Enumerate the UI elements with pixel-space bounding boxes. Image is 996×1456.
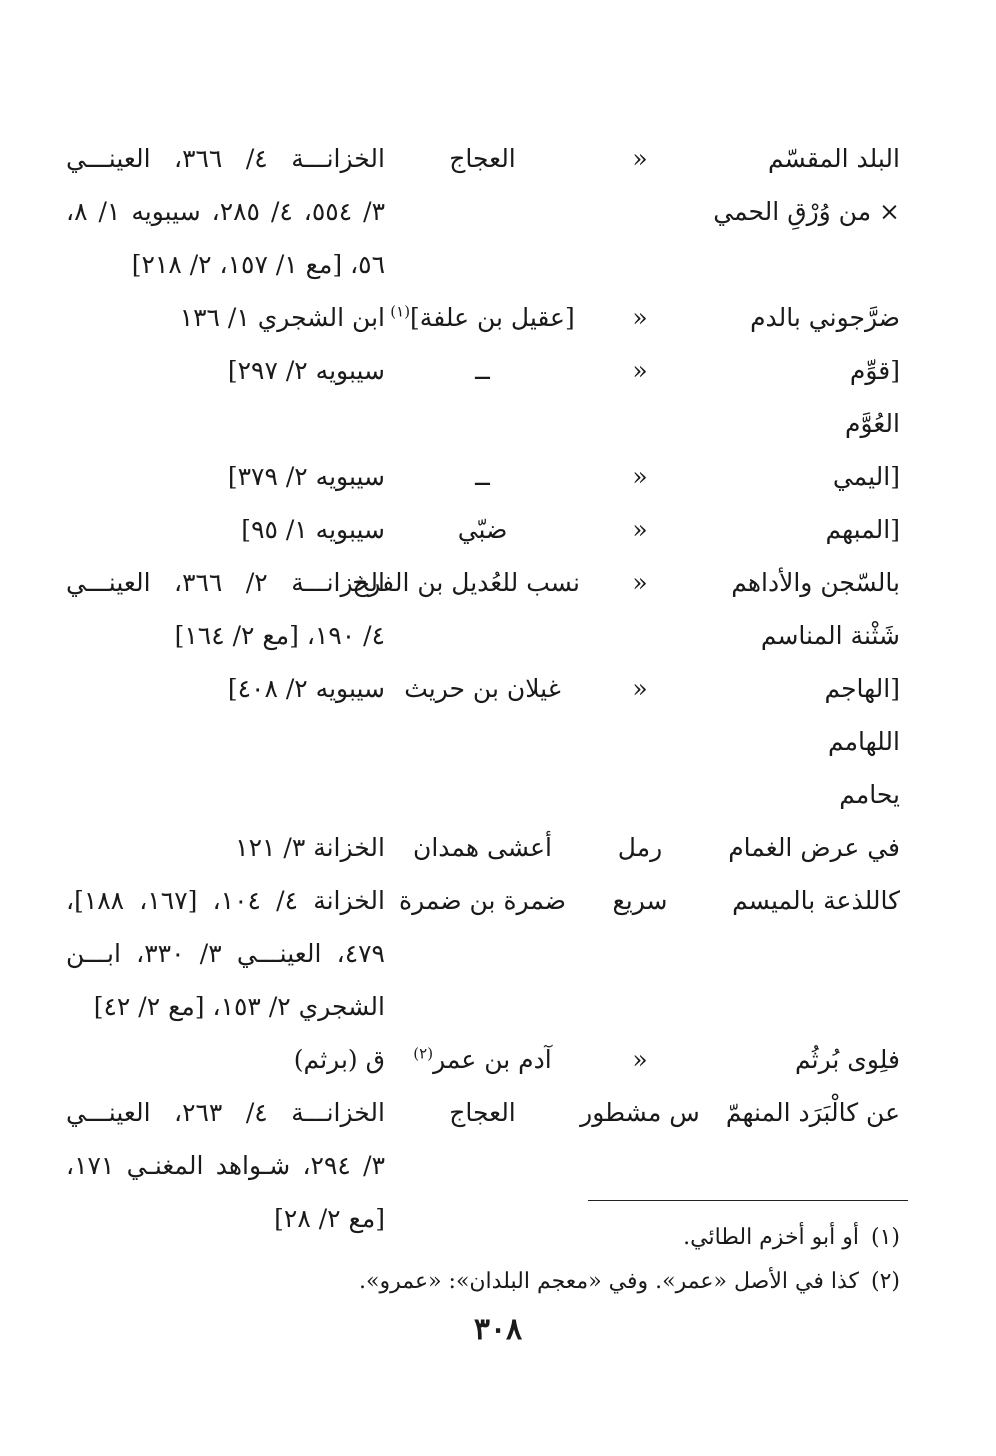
meter-cell: رمل — [617, 833, 663, 862]
verse-cell — [700, 450, 900, 503]
page-number: ٣٠٨ — [473, 1312, 523, 1347]
source-line: الخزانة ٣/ ١٢١ — [235, 833, 385, 862]
verse-cell — [700, 1086, 900, 1139]
source-line: سيبويه ٢/ ٢٩٧] — [227, 356, 385, 385]
source-cell — [66, 662, 385, 715]
footnote-2 — [80, 1260, 900, 1304]
footnotes — [80, 1216, 900, 1304]
footnote-mark: (٢) — [870, 1269, 900, 1294]
poet-name: العجاج — [449, 1098, 516, 1127]
source-cell — [66, 874, 385, 1033]
verse-line: يحامم — [839, 780, 900, 809]
source-line: ٣/ ٢٩٤، شـواهد المغنـي ١٧١، — [66, 1151, 385, 1180]
index-row — [66, 344, 900, 450]
footnote-reference: (٢) — [413, 1044, 434, 1063]
index-row — [66, 662, 900, 821]
meter-cell: « — [632, 515, 648, 544]
verse-cell — [700, 874, 900, 927]
verse-cell — [700, 821, 900, 874]
verse-cell — [700, 503, 900, 556]
poet-name: غيلان بن حريث — [404, 674, 561, 703]
poet-cell — [385, 821, 580, 874]
source-line: ابن الشجري ١/ ١٣٦ — [179, 303, 385, 332]
source-line: الخزانة ٤/ ١٠٤، [١٦٧، ١٨٨]، — [66, 886, 385, 915]
index-row — [66, 132, 900, 291]
poet-name: ضمرة بن ضمرة — [398, 886, 567, 915]
source-line: الشجري ٢/ ١٥٣، [مع ٢/ ٤٢] — [93, 992, 385, 1021]
poet-name: ــ — [475, 356, 490, 385]
source-line: الخزانـــة ٤/ ٣٦٦، العينـــي — [66, 144, 385, 173]
meter-cell: « — [632, 303, 648, 332]
verse-line: العُوَّم — [844, 409, 900, 438]
poet-cell — [385, 874, 580, 927]
footnote-1 — [80, 1216, 900, 1260]
meter-cell: « — [632, 462, 648, 491]
meter-cell: « — [632, 674, 648, 703]
poet-cell — [352, 556, 580, 609]
verse-line: ضرَّجوني بالدم — [750, 303, 900, 332]
poet-name: العجاج — [449, 144, 516, 173]
verse-line: شَثْنة المناسم — [760, 621, 900, 650]
source-cell — [66, 1033, 385, 1086]
verse-cell — [700, 556, 900, 662]
meter-cell: « — [632, 356, 648, 385]
source-cell — [66, 556, 385, 662]
source-line: سيبويه ١/ ٩٥] — [241, 515, 385, 544]
index-row — [66, 450, 900, 503]
index-row — [66, 291, 900, 344]
poet-cell — [385, 503, 580, 556]
verse-line: بالسّجن والأداهم — [731, 568, 900, 597]
poet-name: نسب للعُديل بن الفرخ — [352, 568, 580, 597]
poet-cell — [385, 1086, 580, 1139]
poet-name: آدم بن عمر — [433, 1045, 552, 1074]
meter-cell: سريع — [612, 886, 668, 915]
verse-line: × من وُرْقِ الحمي — [713, 197, 900, 226]
meter-cell: س مشطور — [580, 1098, 700, 1127]
verse-line: [اليمي — [832, 462, 900, 491]
verse-line: فلِوى بُرثُم — [794, 1045, 900, 1074]
poet-name: [عقيل بن علفة] — [410, 303, 575, 332]
source-line: الخزانـــة ٤/ ٢٦٣، العينـــي — [66, 1098, 385, 1127]
footnote-mark: (١) — [870, 1225, 900, 1250]
meter-cell: « — [632, 144, 648, 173]
poet-cell — [385, 344, 580, 397]
poet-cell — [385, 132, 580, 185]
verse-cell — [700, 291, 900, 344]
poet-cell — [385, 1033, 580, 1086]
verse-cell — [700, 344, 900, 450]
verse-line: كاللذعة بالميسم — [732, 886, 900, 915]
footnote-separator — [588, 1200, 908, 1201]
footnote-text: كذا في الأصل «عمر». وفي «معجم البلدان»: «عمرو». — [359, 1269, 859, 1294]
source-cell — [66, 503, 385, 556]
footnote-reference: (١) — [390, 302, 411, 321]
verse-cell — [700, 132, 900, 238]
index-row — [66, 874, 900, 1033]
index-row — [66, 1033, 900, 1086]
poet-name: أعشى همدان — [412, 833, 552, 862]
source-line: سيبويه ٢/ ٤٠٨] — [227, 674, 385, 703]
poet-name: ــ — [475, 462, 490, 491]
verse-line: [المبهم — [825, 515, 900, 544]
verse-cell — [700, 1033, 900, 1086]
meter-cell: « — [632, 1045, 648, 1074]
source-line: الخزانـــة ٢/ ٣٦٦، العينـــي — [66, 568, 385, 597]
source-line: ٤٧٩، العينـــي ٣/ ٣٣٠، ابـــن — [66, 939, 385, 968]
source-line: ق (برثم) — [293, 1045, 385, 1074]
source-line: ٥٦، [مع ١/ ١٥٧، ٢/ ٢١٨] — [131, 250, 385, 279]
source-line: سيبويه ٢/ ٣٧٩] — [227, 462, 385, 491]
verse-cell — [700, 662, 900, 821]
verse-line: اللهامم — [827, 727, 900, 756]
source-cell — [66, 821, 385, 874]
poet-name: ضبّي — [457, 515, 508, 544]
source-cell — [66, 132, 385, 291]
source-cell — [66, 450, 385, 503]
source-line: ٤/ ١٩٠، [مع ٢/ ١٦٤] — [174, 621, 385, 650]
source-line: ٣/ ٥٥٤، ٤/ ٢٨٥، سيبويه ١/ ٨، — [66, 197, 386, 226]
index-row — [66, 556, 900, 662]
poet-cell — [385, 662, 580, 715]
index-row — [66, 821, 900, 874]
source-line: [مع ٢/ ٢٨] — [274, 1204, 385, 1233]
verse-line: عن كالْبَرَد المنهمّ — [725, 1098, 900, 1127]
poet-cell — [385, 291, 580, 344]
poet-cell — [385, 450, 580, 503]
meter-cell: « — [632, 568, 648, 597]
footnote-text: أو أبو أخزم الطائي. — [683, 1225, 859, 1250]
verse-line: في عرض الغمام — [728, 833, 900, 862]
source-cell — [66, 291, 385, 344]
verse-index-table — [66, 132, 900, 1245]
verse-line: [الهاجم — [824, 674, 900, 703]
index-row — [66, 503, 900, 556]
source-cell — [66, 344, 385, 397]
verse-line: البلد المقسّم — [767, 144, 900, 173]
verse-line: [قوِّم — [849, 356, 900, 385]
